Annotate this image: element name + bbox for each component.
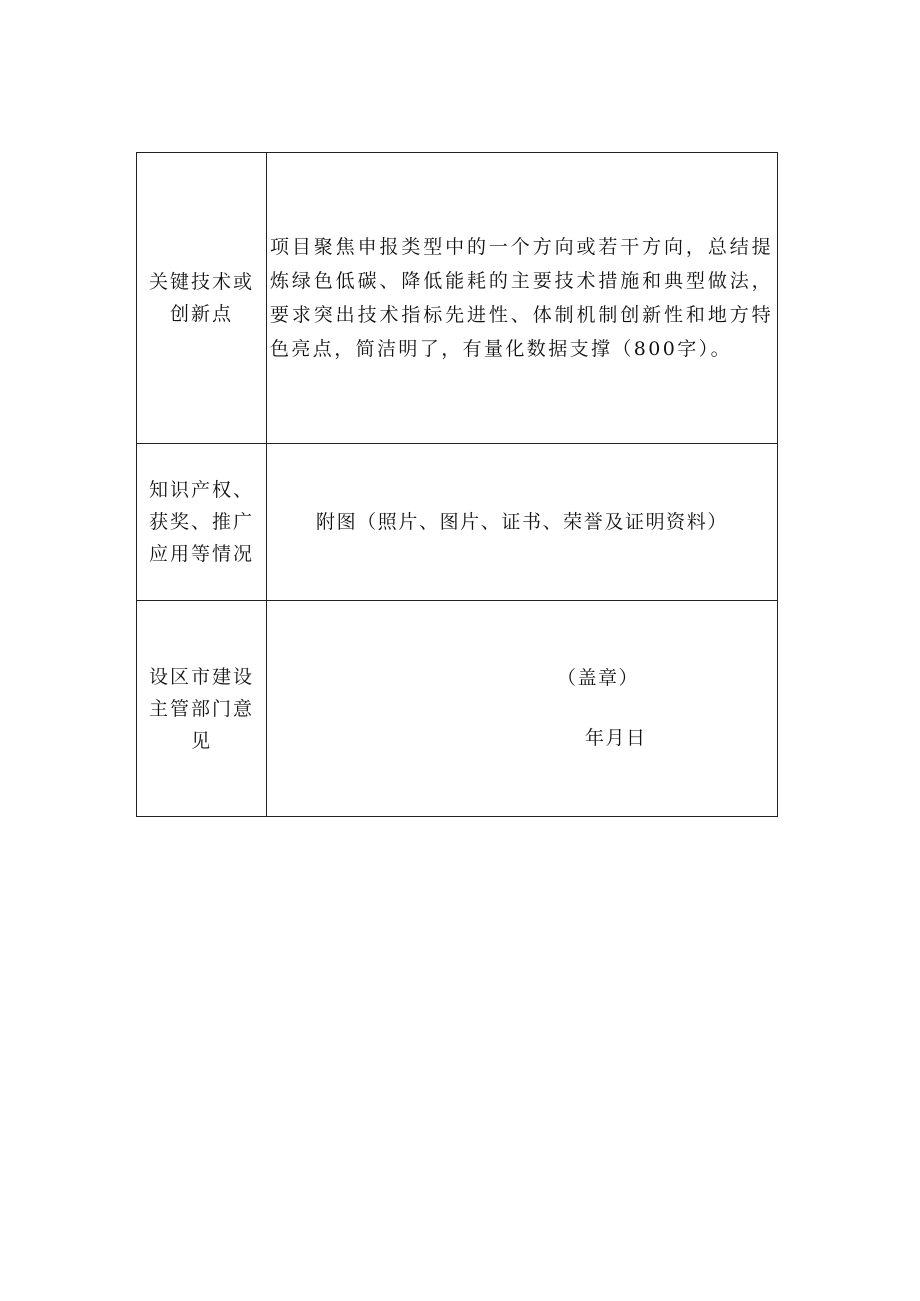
table-row-ip-awards [137, 444, 778, 601]
table-row-dept-opinion [137, 601, 778, 817]
date-placeholder: 年月日 [585, 727, 647, 749]
application-form-table [136, 152, 778, 817]
table-row-key-technology [137, 153, 778, 444]
attachment-note: 附图（照片、图片、证书、荣誉及证明资料） [315, 511, 728, 533]
dept-opinion-label-line-2: 主管部门意 [148, 697, 254, 720]
key-technology-label-line-1: 关键技术或 [148, 271, 254, 293]
key-technology-description: 项目聚焦申报类型中的一个方向或若干方向，总结提炼绿色低碳、降低能耗的主要技术措施和典型做法，要求突出技术指标先进性、体制机制创新性和地方特色亮点，简洁明了，有量化数据支撑（800字）。 [270, 236, 773, 360]
ip-awards-label [137, 444, 267, 601]
dept-opinion-label-line-3: 见 [190, 729, 212, 752]
seal-placeholder: （盖章） [557, 667, 640, 689]
ip-awards-label-line-1: 知识产权、 [148, 479, 254, 501]
ip-awards-value-cell[interactable] [267, 444, 778, 601]
ip-awards-label-line-2: 获奖、推广 [148, 511, 254, 533]
key-technology-label-line-2: 创新点 [169, 303, 233, 325]
ip-awards-label-line-3: 应用等情况 [148, 543, 254, 565]
dept-opinion-label-line-1: 设区市建设 [148, 665, 254, 688]
key-technology-label [137, 153, 267, 444]
key-technology-value-cell[interactable] [267, 153, 778, 444]
dept-opinion-value-cell[interactable] [267, 601, 778, 817]
dept-opinion-label [137, 601, 267, 817]
